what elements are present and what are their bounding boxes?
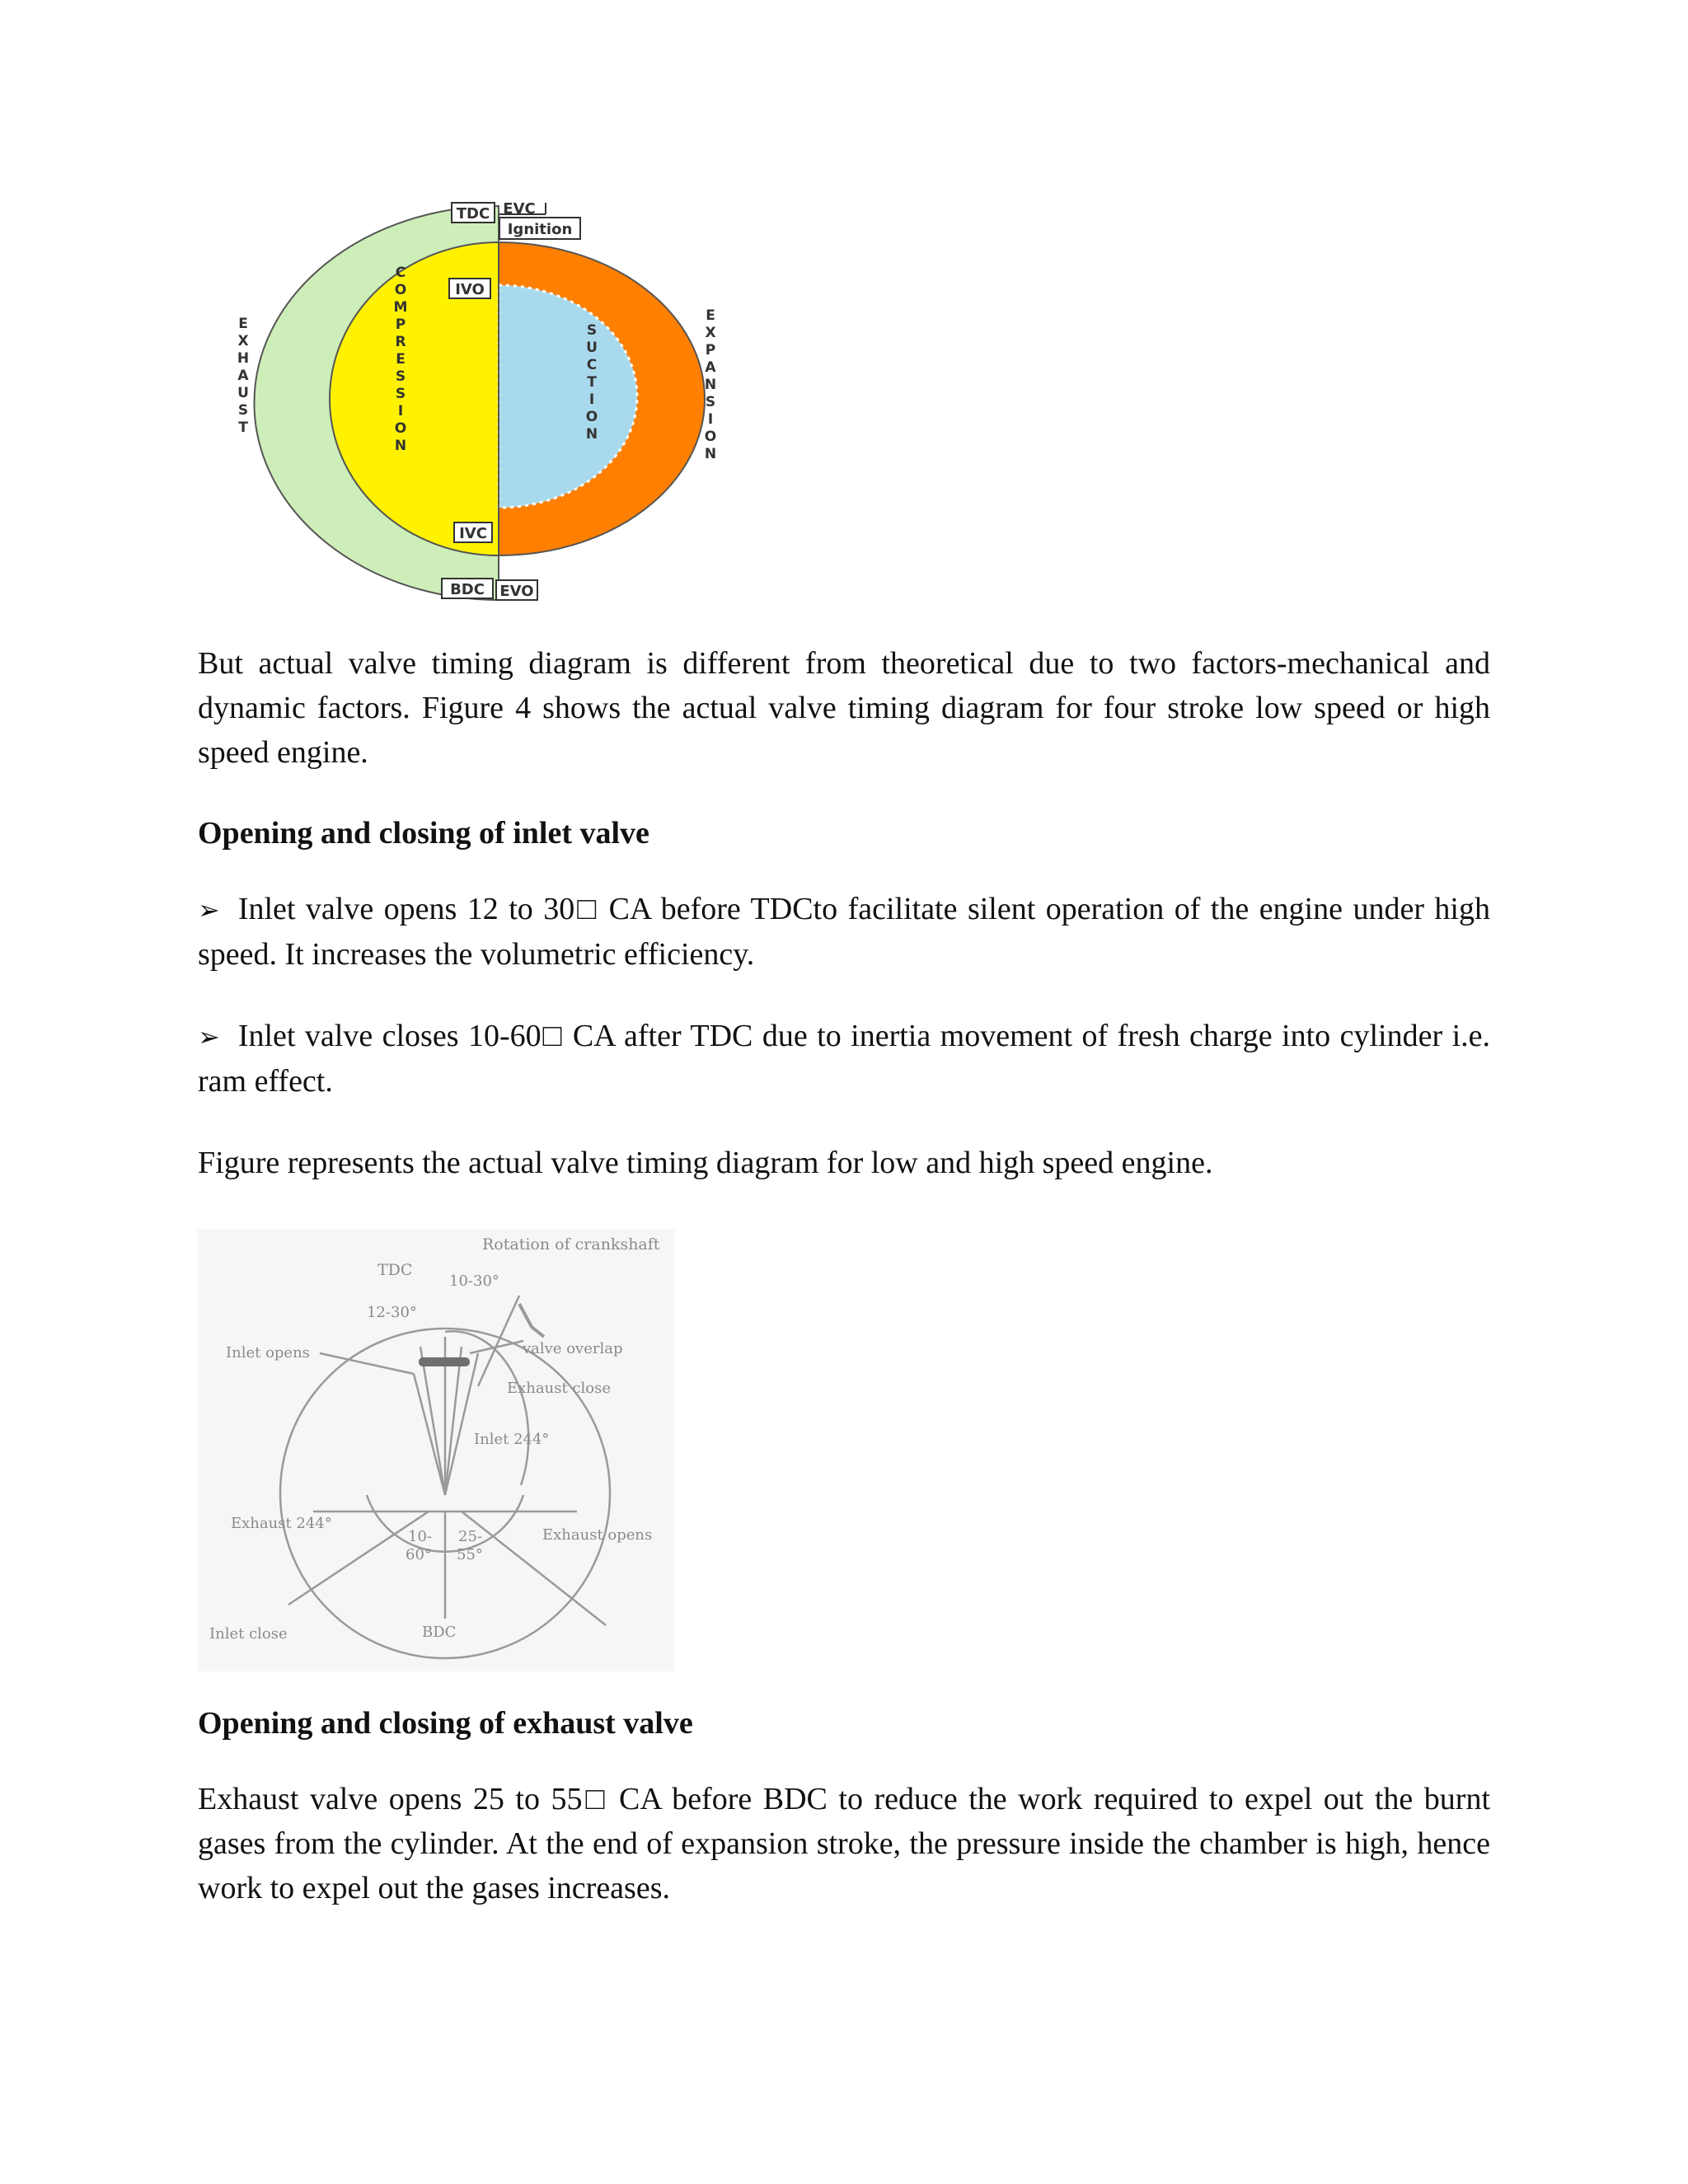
angle-10-30: 10-30° [449, 1272, 499, 1290]
evc-label: EVC [503, 200, 536, 218]
rotation-label: Rotation of crankshaft [482, 1235, 660, 1254]
ignition-label: Ignition [507, 221, 573, 238]
figure-caption: Figure represents the actual valve timing diagram for low and high speed engine. [198, 1146, 1213, 1180]
theoretical-valve-timing-diagram [198, 194, 750, 607]
angle-55: 55° [457, 1546, 483, 1563]
valve-overlap-label: valve overlap [523, 1340, 623, 1357]
bdc-label: BDC [450, 581, 485, 598]
exhaust-valve-heading: Opening and closing of exhaust valve [198, 1706, 693, 1741]
inlet-244-label: Inlet 244° [474, 1431, 550, 1448]
ivo-label: IVO [455, 281, 485, 298]
bullet-inlet-opens: ➢ Inlet valve opens 12 to 30□ CA before TDCto facilitate silent operation of the engine under high speed. It increases the volumetric efficiency. [198, 892, 1490, 972]
inlet-valve-heading: Opening and closing of inlet valve [198, 816, 649, 851]
exhaust-paragraph: Exhaust valve opens 25 to 55□ CA before BDC to reduce the work required to expel out the burnt gases from the cylinder. At the end of expansion stroke, the pressure inside the chamber is high, hence work to expel out the gases increases. [198, 1782, 1490, 1905]
intro-paragraph: But actual valve timing diagram is different from theoretical due to two factors-mechanical and dynamic factors. Figure 4 shows the actual valve timing diagram for four stroke low speed or high speed engine. [198, 646, 1490, 770]
tdc-label: TDC [456, 205, 490, 223]
exhaust-stroke-label: E X H A U S T [237, 316, 250, 436]
tdc-label-2: TDC [377, 1261, 413, 1279]
suction-stroke-label: S U C T I O N [585, 322, 598, 443]
exhaust-close-label: Exhaust close [507, 1380, 611, 1397]
bullet-arrow-icon: ➢ [198, 894, 220, 926]
actual-valve-timing-diagram [198, 1230, 674, 1671]
compression-stroke-label: C O M P R E S S I O N [393, 265, 408, 454]
inlet-close-label: Inlet close [209, 1625, 288, 1643]
ivc-label: IVC [459, 525, 487, 542]
expansion-stroke-label: E X P A N S I O N [704, 307, 717, 462]
exhaust-244-label: Exhaust 244° [231, 1515, 332, 1532]
angle-25: 25- [458, 1528, 482, 1545]
angle-12-30: 12-30° [367, 1304, 417, 1321]
angle-60: 60° [406, 1546, 432, 1563]
exhaust-opens-label: Exhaust opens [542, 1526, 653, 1544]
bullet-arrow-icon: ➢ [198, 1021, 220, 1052]
evo-label: EVO [499, 583, 534, 600]
bdc-label-2: BDC [422, 1624, 457, 1641]
inlet-opens-label: Inlet opens [226, 1344, 310, 1361]
angle-10: 10- [408, 1528, 432, 1545]
bullet-inlet-closes: ➢ Inlet valve closes 10-60□ CA after TDC due to inertia movement of fresh charge into cylinder i.e. ram effect. [198, 1019, 1490, 1099]
